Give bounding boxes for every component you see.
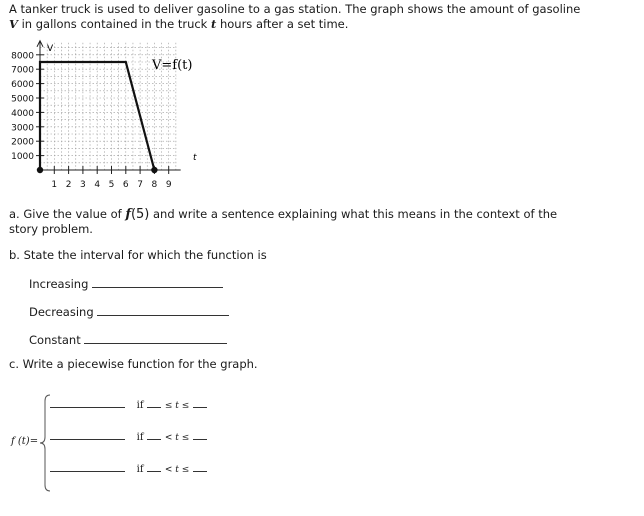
y-tick-label: 7000 bbox=[11, 65, 34, 76]
y-tick-label: 3000 bbox=[11, 123, 34, 134]
piece-row-1 bbox=[50, 397, 207, 411]
piece-2-inequality: < t ≤ bbox=[164, 433, 190, 443]
question-c: c. Write a piecewise function for the graph. bbox=[9, 357, 258, 371]
variable-v: V bbox=[9, 17, 18, 31]
variable-t: t bbox=[211, 17, 217, 31]
gasoline-graph bbox=[0, 38, 215, 193]
question-a-line-2: story problem. bbox=[9, 222, 93, 236]
axis-label-v: V bbox=[47, 44, 54, 54]
function-label: V=f(t) bbox=[152, 58, 193, 73]
question-a-pre: a. Give the value of bbox=[9, 207, 126, 221]
increasing-row bbox=[29, 277, 223, 291]
piece-row-3 bbox=[50, 461, 207, 475]
piece-1-inequality: ≤ t ≤ bbox=[164, 401, 190, 411]
piece-3-expression-blank[interactable] bbox=[50, 461, 125, 472]
intro-line-2-end: hours after a set time. bbox=[216, 17, 349, 31]
question-a-func: f bbox=[125, 207, 131, 222]
decreasing-label: Decreasing bbox=[29, 305, 94, 319]
piece-3-inequality: < t ≤ bbox=[164, 465, 190, 475]
intro-line-1: A tanker truck is used to deliver gasoline to a gas station. The graph shows the amount of gasoline bbox=[9, 2, 581, 16]
x-tick-label: 7 bbox=[137, 180, 143, 190]
y-tick-label: 6000 bbox=[11, 80, 34, 91]
constant-label: Constant bbox=[29, 333, 81, 347]
increasing-answer-blank[interactable] bbox=[92, 277, 223, 288]
decreasing-answer-blank[interactable] bbox=[97, 305, 229, 316]
x-tick-label: 3 bbox=[80, 180, 86, 190]
x-tick-label: 8 bbox=[151, 180, 158, 190]
y-tick-label: 4000 bbox=[11, 108, 34, 119]
constant-row bbox=[29, 333, 227, 347]
piece-2-expression-blank[interactable] bbox=[50, 429, 125, 440]
piece-1-expression-blank[interactable] bbox=[50, 397, 125, 408]
increasing-label: Increasing bbox=[29, 277, 89, 291]
piece-1-upper-blank[interactable] bbox=[193, 397, 207, 408]
x-tick-label: 9 bbox=[165, 180, 172, 190]
intro-line-2-mid: in gallons contained in the truck bbox=[17, 17, 211, 31]
question-b: b. State the interval for which the function is bbox=[9, 248, 267, 262]
y-tick-label: 2000 bbox=[11, 137, 34, 148]
question-a-arg: (5) bbox=[130, 207, 150, 222]
x-tick-label: 1 bbox=[51, 180, 58, 190]
piece-3-if: if bbox=[136, 464, 144, 475]
piece-3-upper-blank[interactable] bbox=[193, 461, 207, 472]
endpoint-dot bbox=[37, 167, 43, 173]
piecewise-lhs: f (t)= bbox=[11, 436, 39, 447]
piece-row-2 bbox=[50, 429, 207, 443]
decreasing-row bbox=[29, 305, 229, 319]
y-tick-label: 8000 bbox=[11, 51, 34, 62]
piece-3-lower-blank[interactable] bbox=[147, 461, 161, 472]
axis-label-t: t bbox=[193, 153, 197, 163]
piece-1-lower-blank[interactable] bbox=[147, 397, 161, 408]
y-tick-label: 1000 bbox=[11, 152, 34, 163]
question-a-post: and write a sentence explaining what this means in the context of the bbox=[149, 207, 558, 221]
piece-2-upper-blank[interactable] bbox=[193, 429, 207, 440]
y-tick-label: 5000 bbox=[11, 94, 34, 105]
x-tick-label: 5 bbox=[108, 180, 115, 190]
piece-2-lower-blank[interactable] bbox=[147, 429, 161, 440]
endpoint-dot bbox=[151, 167, 157, 173]
piece-2-if: if bbox=[136, 432, 144, 443]
x-tick-label: 2 bbox=[65, 180, 72, 190]
intro-line-2 bbox=[9, 17, 348, 31]
piece-1-if: if bbox=[136, 400, 144, 411]
x-tick-label: 4 bbox=[94, 180, 101, 190]
question-a-line-1 bbox=[9, 207, 557, 222]
constant-answer-blank[interactable] bbox=[84, 333, 227, 344]
x-tick-label: 6 bbox=[122, 180, 129, 190]
